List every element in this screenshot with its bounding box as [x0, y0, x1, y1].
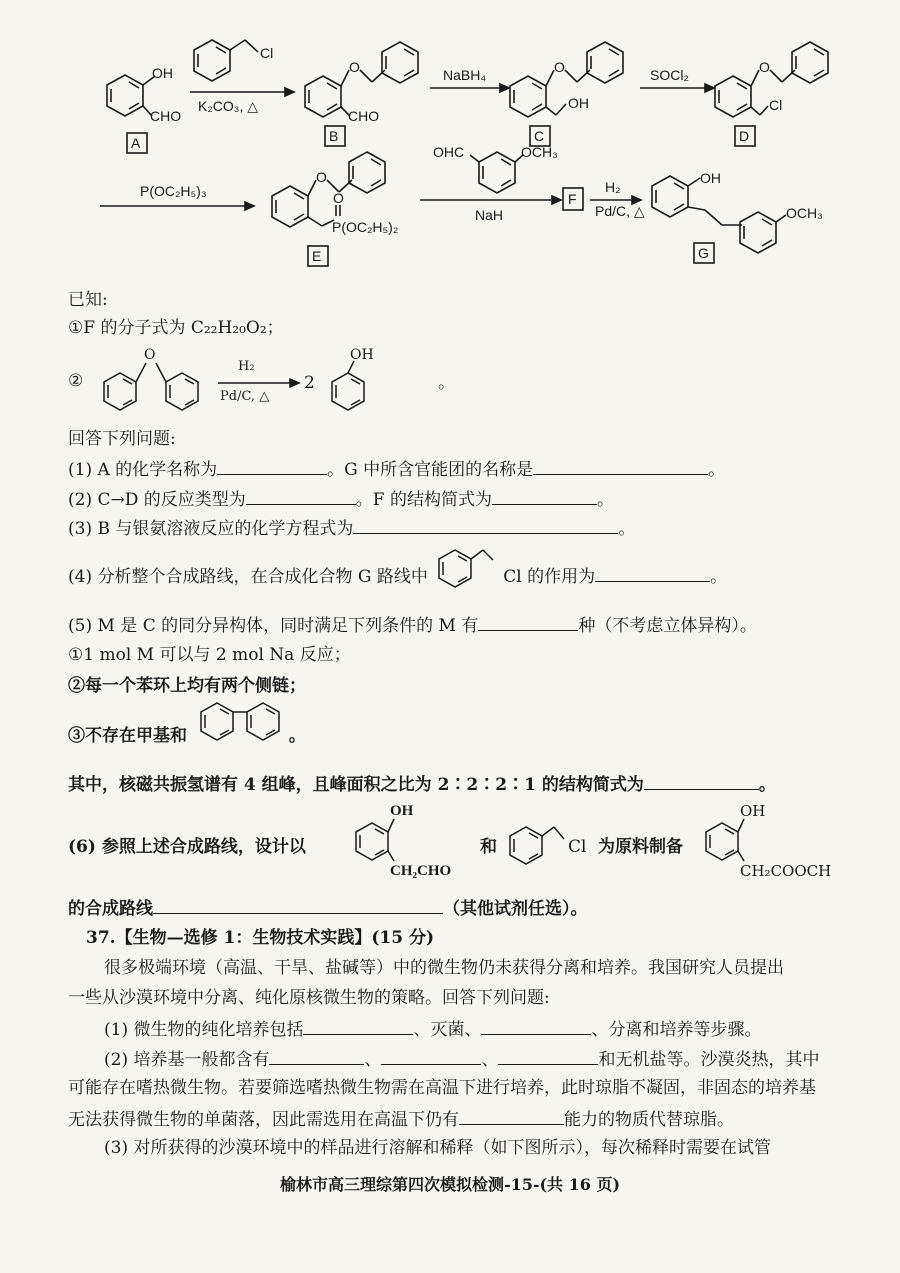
- bio-q2-blank-3[interactable]: [498, 1046, 598, 1065]
- ether-o-d: O: [759, 59, 770, 75]
- ether-o-c: O: [554, 59, 565, 75]
- bio-q1-text-b: 、灭菌、: [413, 1020, 482, 1040]
- group-oh-c: OH: [568, 95, 589, 111]
- compound-b-structure: [305, 42, 418, 117]
- known-h2: H₂: [238, 359, 255, 374]
- compound-e-structure: [272, 152, 385, 227]
- q4-text-b: 的作用为: [527, 567, 596, 587]
- bio-p1b: 一些从沙漠环境中分离、纯化原核微生物的策略。回答下列问题:: [68, 988, 550, 1008]
- known-item-1: ①F 的分子式为 C₂₂H₂₀O₂；: [68, 318, 284, 338]
- known-oh: OH: [350, 347, 374, 363]
- bio-q1-blank-1[interactable]: [303, 1016, 413, 1035]
- q5-cond-1: ①1 mol M 可以与 2 mol Na 反应；: [68, 645, 351, 665]
- q6-benzyl-chloride: [504, 817, 574, 869]
- synthesis-scheme: [0, 0, 900, 290]
- bio-q2-blank-2[interactable]: [381, 1046, 481, 1065]
- q6-blank[interactable]: [153, 895, 443, 914]
- known-item-2-prefix: ②: [68, 371, 84, 391]
- bio-q3: (3) 对所获得的沙漠环境中的样品进行溶解和稀释（如下图所示），每次稀释时需要在试管: [104, 1138, 771, 1158]
- q6-oh-1: OH: [390, 803, 414, 819]
- reagent-4: P(OC₂H₅)₃: [140, 183, 207, 199]
- q5-nmr-blank[interactable]: [644, 771, 759, 790]
- known-coef: 2: [304, 373, 315, 393]
- reagent-6-below: Pd/C, △: [595, 203, 645, 219]
- compound-c-structure: [510, 42, 623, 117]
- q6-text-b: 为原料制备: [598, 837, 683, 857]
- known-ether-o: O: [144, 347, 156, 363]
- q5-c3-text-a: ③不存在甲基和: [68, 726, 187, 746]
- question-5: [68, 612, 757, 638]
- bio-q2-text-f: 无法获得微生物的单菌落，因此需选用在高温下仍有: [68, 1110, 459, 1130]
- compound-g-structure: [652, 176, 786, 253]
- q1-text-c: 。: [708, 460, 726, 480]
- q6-text-d: （其他试剂任选）。: [443, 899, 588, 919]
- q5-cond-3: [68, 724, 306, 749]
- question-2: [68, 486, 614, 512]
- bio-q1: [104, 1016, 761, 1042]
- q2-text-b: 。F 的结构简式为: [355, 490, 492, 510]
- questions-intro: 回答下列问题:: [68, 429, 176, 449]
- group-oh-g: OH: [700, 170, 721, 186]
- q6-text-c: 的合成路线: [68, 899, 153, 919]
- q6-ch2cho: CH₂CHO: [390, 863, 452, 879]
- q1-blank-1[interactable]: [217, 456, 327, 475]
- q1-text-b: 。G 中所含官能团的名称是: [327, 460, 534, 480]
- group-och3-g: OCH₃: [786, 205, 823, 221]
- q4-cl: Cl: [503, 567, 522, 587]
- ether-o-b: O: [349, 59, 360, 75]
- page-footer: 榆林市高三理综第四次模拟检测-15-(共 16 页): [279, 1175, 621, 1194]
- q5-text-a: (5) M 是 C 的同分异构体，同时满足下列条件的 M 有: [68, 616, 479, 636]
- bio-header: 37.【生物—选修 1：生物技术实践】(15 分): [86, 928, 434, 948]
- bio-q2-sep-2: 、: [481, 1050, 499, 1070]
- bio-p1a: 很多极端环境（高温、干旱、盐碱等）中的微生物仍未获得分离和培养。我国研究人员提出: [104, 958, 784, 978]
- group-cl-d: Cl: [769, 97, 783, 113]
- ether-o-e: O: [316, 169, 327, 185]
- q2-blank-1[interactable]: [246, 486, 356, 505]
- benzyl-chloride-reagent: [194, 40, 258, 81]
- question-4: [68, 563, 727, 590]
- question-1: [68, 456, 725, 482]
- q5-nmr-text-b: 。: [758, 775, 776, 795]
- group-oh-a: OH: [152, 65, 173, 81]
- reagent-1: K₂CO₃, △: [198, 98, 259, 114]
- compound-a-structure: [107, 75, 155, 116]
- reagent-2: NaBH₄: [443, 67, 487, 83]
- bio-q2-text-d: 和无机盐等。沙漠炎热，其中: [598, 1050, 820, 1070]
- known-cond: Pd/C, △: [220, 389, 270, 404]
- q3-text-a: (3) B 与银氨溶液反应的化学方程式为: [68, 519, 354, 539]
- q1-text-a: (1) A 的化学名称为: [68, 460, 218, 480]
- label-d: D: [739, 128, 750, 144]
- bio-q2: [104, 1046, 819, 1072]
- q2-text-c: 。: [596, 490, 614, 510]
- q3-blank[interactable]: [353, 515, 618, 534]
- q5-text-b: 种（不考虑立体异构）。: [578, 616, 757, 636]
- q2-text-a: (2) C→D 的反应类型为: [68, 490, 246, 510]
- known-end: 。: [438, 373, 455, 393]
- reagent-5: NaH: [475, 207, 504, 223]
- group-cl-reagent: Cl: [260, 45, 274, 61]
- bio-q2-text-g: 能力的物质代替琼脂。: [564, 1110, 734, 1130]
- question-3: [68, 515, 635, 541]
- q5-blank[interactable]: [478, 612, 578, 631]
- q1-blank-2[interactable]: [533, 456, 708, 475]
- label-b: B: [329, 128, 339, 144]
- q5-nmr-text-a: 其中，核磁共振氢谱有 4 组峰，且峰面积之比为 2∶2∶2∶1 的结构简式为: [68, 775, 644, 795]
- q6-cl: Cl: [568, 837, 587, 857]
- group-cho-b: CHO: [348, 108, 380, 124]
- label-e: E: [312, 248, 322, 264]
- bio-q2-line3: [68, 1106, 734, 1132]
- group-cho-a: CHO: [150, 108, 182, 124]
- reagent-3: SOCl₂: [650, 67, 689, 83]
- group-ohc: OHC: [433, 144, 465, 160]
- methoxybenzaldehyde-reagent: [470, 152, 523, 193]
- label-c: C: [534, 128, 545, 144]
- q6-and: 和: [480, 837, 497, 857]
- q6-oh-2: OH: [740, 802, 766, 820]
- q5-nmr: [68, 771, 776, 797]
- bio-q2-sep-1: 、: [364, 1050, 382, 1070]
- q2-blank-2[interactable]: [492, 486, 597, 505]
- biphenyl-structure: [193, 695, 289, 749]
- bio-q2-blank-1[interactable]: [269, 1046, 364, 1065]
- bio-q1-text-c: 、分离和培养等步骤。: [591, 1020, 762, 1040]
- known-title: 已知:: [68, 290, 108, 310]
- group-och3-reagent: OCH₃: [521, 144, 558, 160]
- q4-blank[interactable]: [595, 563, 710, 582]
- q6-route: [68, 895, 588, 921]
- q4-text-a: (4) 分析整个合成路线，在合成化合物 G 路线中: [68, 567, 428, 587]
- bio-q2-text-a: (2) 培养基一般都含有: [104, 1050, 270, 1070]
- q5-c3-text-b: 。: [288, 726, 306, 746]
- bio-q1-text-a: (1) 微生物的纯化培养包括: [104, 1020, 304, 1040]
- label-a: A: [131, 135, 141, 151]
- bio-q2-line2: 可能存在嗜热微生物。若要筛选嗜热微生物需在高温下进行培养，此时琼脂不凝固，非固态的培养基: [68, 1078, 816, 1098]
- bio-q2-blank-4[interactable]: [459, 1106, 564, 1125]
- group-p-o-e: O: [333, 190, 344, 206]
- question-6: [68, 803, 858, 893]
- label-f: F: [568, 191, 577, 207]
- benzyl-chloride-inline: [433, 538, 503, 590]
- q6-text-a: (6) 参照上述合成路线，设计以: [68, 837, 306, 857]
- q4-text-c: 。: [710, 567, 728, 587]
- group-p-e: P(OC₂H₅)₂: [332, 219, 399, 235]
- q3-text-b: 。: [618, 519, 636, 539]
- q5-cond-2: ②每一个苯环上均有两个侧链；: [68, 676, 306, 696]
- reagent-6-above: H₂: [605, 179, 621, 195]
- bio-q1-blank-2[interactable]: [481, 1016, 591, 1035]
- label-g: G: [698, 245, 709, 261]
- q6-ch2cooch: CH₂COOCH: [740, 862, 832, 880]
